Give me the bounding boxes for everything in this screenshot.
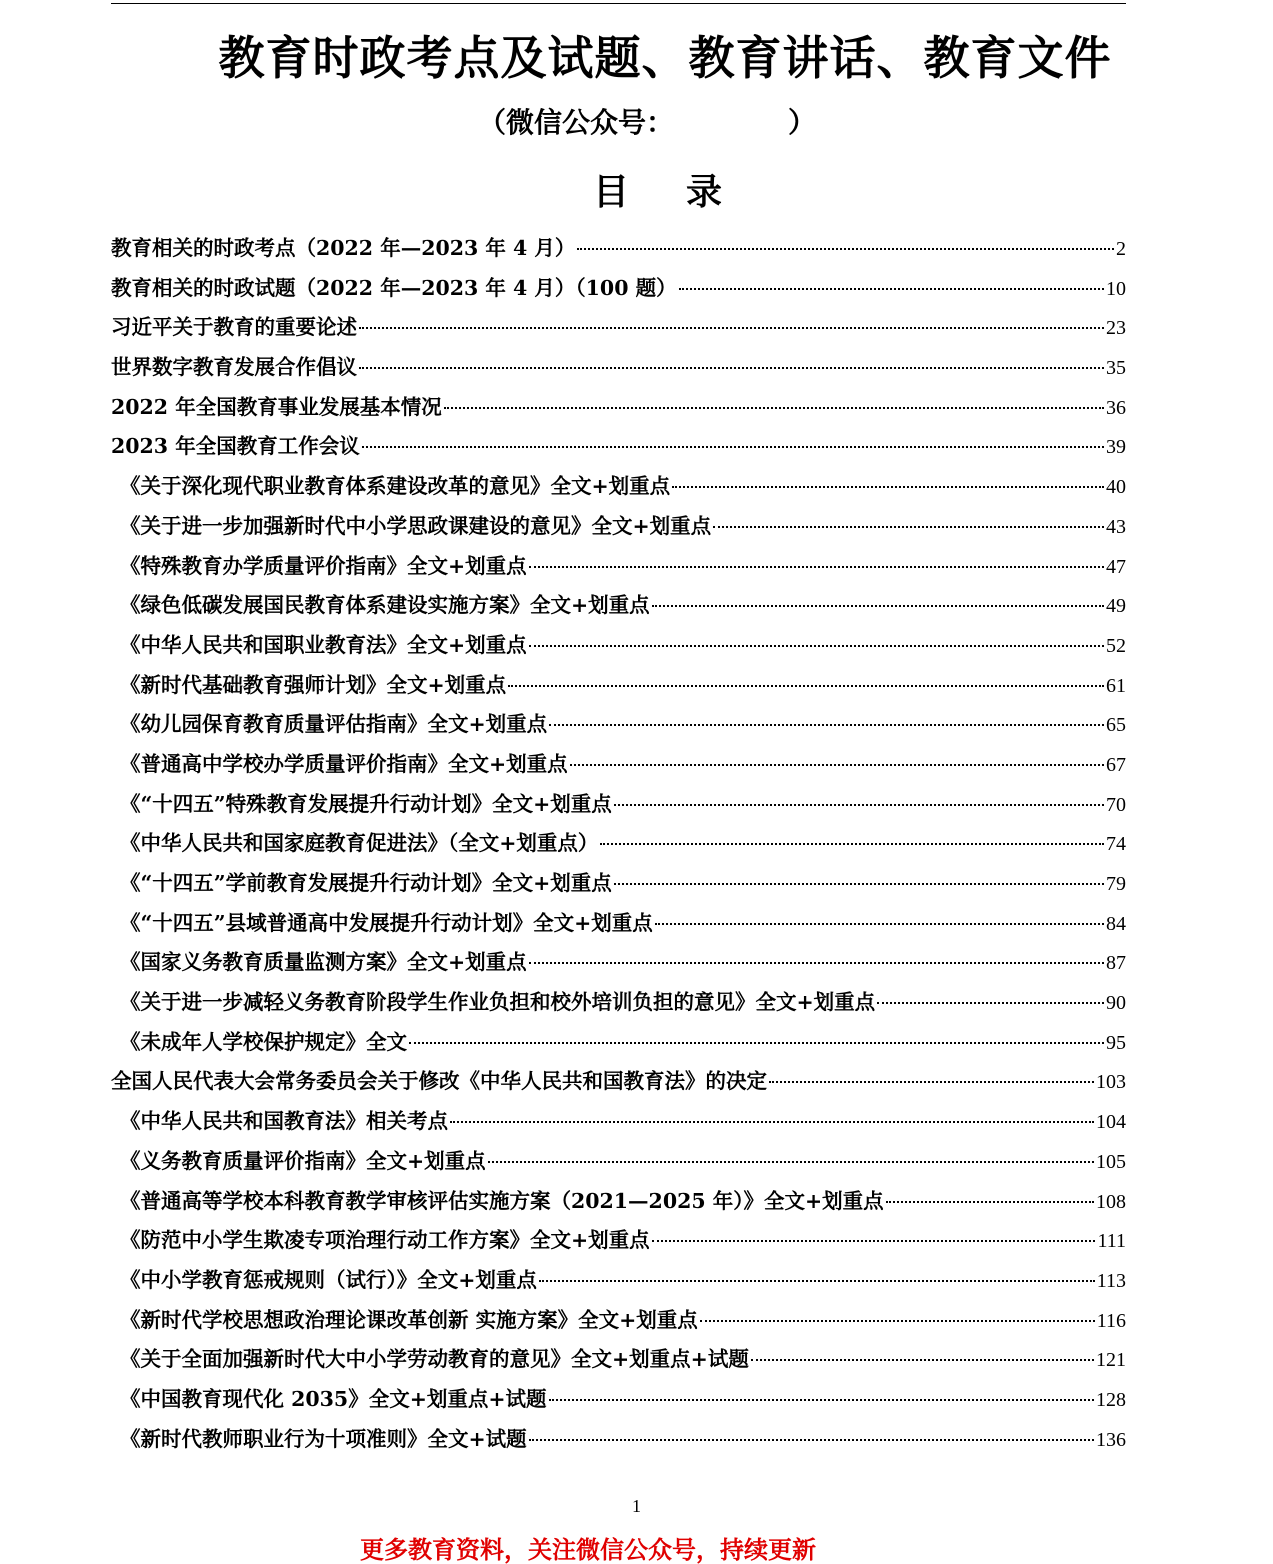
toc-entry-title: 《新时代学校思想政治理论课改革创新 实施方案》全文+划重点 (120, 1307, 698, 1332)
toc-entry-title: 《中国教育现代化 2035》全文+划重点+试题 (120, 1386, 547, 1411)
toc-entry-page: 52 (1106, 634, 1126, 657)
toc-entry-page: 65 (1106, 714, 1126, 737)
toc-dot-leader (359, 326, 1104, 329)
toc-entry[interactable] (111, 1142, 1126, 1182)
subtitle-open-text: （微信公众号： (478, 106, 675, 139)
page-number: 1 (632, 1496, 641, 1516)
toc-entry-page: 105 (1096, 1150, 1126, 1173)
toc-dot-leader (751, 1358, 1094, 1361)
toc-dot-leader (444, 406, 1104, 409)
footer-banner (360, 1535, 840, 1564)
footer-banner-text: 更多教育资料，关注微信公众号，持续更新 (360, 1535, 816, 1564)
toc-entry[interactable] (111, 1301, 1126, 1341)
toc-dot-leader (652, 604, 1104, 607)
toc-dot-leader (614, 882, 1104, 885)
toc-entry-title: 2023 年全国教育工作会议 (111, 434, 360, 459)
toc-entry-title: 《幼儿园保育教育质量评估指南》全文+划重点 (120, 712, 548, 737)
toc-entry-title: 习近平关于教育的重要论述 (111, 315, 357, 340)
toc-heading-char-2: 录 (686, 171, 723, 213)
toc-dot-leader (529, 961, 1104, 964)
toc-dot-leader (655, 922, 1104, 925)
toc-dot-leader (769, 1080, 1094, 1083)
toc-entry[interactable] (111, 1221, 1126, 1261)
toc-dot-leader (614, 803, 1104, 806)
toc-entry-title: 《关于深化现代职业教育体系建设改革的意见》全文+划重点 (120, 474, 671, 499)
toc-entry[interactable] (111, 705, 1126, 745)
toc-entry[interactable] (111, 308, 1126, 348)
toc-entry-title: 《“十四五”特殊教育发展提升行动计划》全文+划重点 (120, 791, 612, 816)
toc-dot-leader (713, 525, 1104, 528)
toc-entry[interactable] (111, 745, 1126, 785)
toc-dot-leader (359, 366, 1104, 369)
toc-dot-leader (577, 247, 1114, 250)
toc-dot-leader (362, 445, 1104, 448)
subtitle-close-text: ） (788, 106, 817, 139)
toc-entry[interactable] (111, 229, 1126, 269)
toc-dot-leader (488, 1160, 1094, 1163)
toc-entry[interactable] (111, 269, 1126, 309)
toc-dot-leader (409, 1041, 1104, 1044)
toc-dot-leader (529, 644, 1104, 647)
toc-entry-page: 87 (1106, 952, 1126, 975)
toc-entry-page: 61 (1106, 674, 1126, 697)
toc-heading-char-1: 目 (593, 171, 630, 213)
toc-entry[interactable] (111, 547, 1126, 587)
toc-entry[interactable] (111, 348, 1126, 388)
toc-entry[interactable] (111, 507, 1126, 547)
toc-entry-title: 全国人民代表大会常务委员会关于修改《中华人民共和国教育法》的决定 (111, 1069, 767, 1094)
toc-entry[interactable] (111, 904, 1126, 944)
toc-entry-page: 84 (1106, 912, 1126, 935)
toc-entry-title: 《义务教育质量评价指南》全文+划重点 (120, 1148, 486, 1173)
toc-entry-page: 23 (1106, 317, 1126, 340)
toc-entry[interactable] (111, 467, 1126, 507)
toc-entry-page: 113 (1096, 1269, 1126, 1292)
toc-entry-page: 104 (1096, 1111, 1126, 1134)
toc-entry-page: 40 (1106, 476, 1126, 499)
toc-entry-title: 《关于进一步加强新时代中小学思政课建设的意见》全文+划重点 (120, 513, 712, 538)
toc-entry-title: 《中华人民共和国家庭教育促进法》（全文+划重点） (120, 831, 599, 856)
toc-entry-title: 《“十四五”学前教育发展提升行动计划》全文+划重点 (120, 871, 612, 895)
toc-entry-title: 《中华人民共和国教育法》相关考点 (120, 1109, 448, 1134)
toc-entry-title: 《普通高等学校本科教育教学审核评估实施方案（2021—2025 年）》全文+划重点 (120, 1188, 884, 1213)
toc-entry-page: 136 (1096, 1428, 1126, 1451)
toc-entry-title: 《新时代基础教育强师计划》全文+划重点 (120, 672, 507, 697)
toc-dot-leader (549, 723, 1104, 726)
toc-entry[interactable] (111, 983, 1126, 1023)
toc-dot-leader (886, 1200, 1094, 1203)
toc-entry[interactable] (111, 1102, 1126, 1142)
toc-entry-title: 《未成年人学校保护规定》全文 (120, 1029, 407, 1054)
toc-dot-leader (877, 1001, 1104, 1004)
toc-entry[interactable] (111, 1380, 1126, 1420)
toc-entry-page: 2 (1116, 238, 1126, 260)
toc-entry[interactable] (111, 427, 1126, 467)
document-title: 教育时政考点及试题、教育讲话、教育文件 (218, 31, 1112, 85)
toc-entry-page: 103 (1096, 1071, 1126, 1094)
toc-entry[interactable] (111, 785, 1126, 825)
toc-entry[interactable] (111, 586, 1126, 626)
toc-dot-leader (529, 1438, 1094, 1441)
toc-dot-leader (652, 1239, 1096, 1242)
toc-entry[interactable] (111, 943, 1126, 983)
toc-entry[interactable] (111, 1420, 1126, 1460)
toc-heading (593, 169, 723, 215)
toc-entry[interactable] (111, 864, 1126, 904)
toc-entry-title: 《防范中小学生欺凌专项治理行动工作方案》全文+划重点 (120, 1228, 650, 1253)
toc-entry-title: 教育相关的时政试题（2022 年—2023 年 4 月）（100 题） (111, 275, 677, 300)
toc-entry-page: 74 (1106, 833, 1126, 856)
toc-entry[interactable] (111, 1062, 1126, 1102)
toc-entry-title: 《关于全面加强新时代大中小学劳动教育的意见》全文+划重点+试题 (120, 1347, 749, 1372)
toc-entry[interactable] (111, 388, 1126, 428)
toc-dot-leader (508, 684, 1104, 687)
toc-entry-page: 10 (1106, 277, 1126, 300)
toc-entry-title: 世界数字教育发展合作倡议 (111, 355, 357, 380)
toc-entry[interactable] (111, 1261, 1126, 1301)
toc-entry-title: 《绿色低碳发展国民教育体系建设实施方案》全文+划重点 (120, 593, 650, 618)
toc-entry-page: 35 (1106, 357, 1126, 380)
toc-entry-title: 《普通高中学校办学质量评价指南》全文+划重点 (120, 751, 568, 776)
toc-entry-page: 36 (1106, 396, 1126, 419)
toc-entry-page: 49 (1106, 595, 1126, 618)
toc-entry-page: 79 (1106, 873, 1126, 895)
toc-entry[interactable] (111, 666, 1126, 706)
toc-dot-leader (700, 1319, 1095, 1322)
toc-dot-leader (539, 1279, 1095, 1282)
toc-entry-title: 《“十四五”县域普通高中发展提升行动计划》全文+划重点 (120, 910, 653, 935)
toc-entry-page: 121 (1096, 1349, 1126, 1372)
toc-entry-page: 108 (1096, 1190, 1126, 1213)
toc-entry-page: 95 (1106, 1031, 1126, 1054)
toc-entry-page: 70 (1106, 793, 1126, 816)
toc-entry[interactable] (111, 1023, 1126, 1063)
table-of-contents (111, 229, 1126, 1459)
toc-entry-page: 43 (1106, 515, 1126, 538)
document-subtitle (478, 105, 817, 141)
toc-entry-page: 47 (1106, 555, 1126, 578)
toc-dot-leader (450, 1120, 1094, 1123)
toc-entry-title: 《特殊教育办学质量评价指南》全文+划重点 (120, 553, 527, 578)
toc-entry[interactable] (111, 626, 1126, 666)
toc-entry-title: 《中华人民共和国职业教育法》全文+划重点 (120, 632, 527, 657)
toc-entry-title: 《关于进一步减轻义务教育阶段学生作业负担和校外培训负担的意见》全文+划重点 (120, 990, 876, 1015)
toc-entry[interactable] (111, 1182, 1126, 1222)
toc-dot-leader (529, 565, 1104, 568)
toc-dot-leader (570, 763, 1104, 766)
toc-entry-title: 《国家义务教育质量监测方案》全文+划重点 (120, 950, 527, 975)
toc-entry-page: 67 (1106, 753, 1126, 776)
toc-entry-page: 90 (1106, 992, 1126, 1015)
toc-dot-leader (679, 287, 1104, 290)
toc-entry[interactable] (111, 1340, 1126, 1380)
toc-dot-leader (672, 485, 1104, 488)
toc-entry-title: 2022 年全国教育事业发展基本情况 (111, 394, 442, 419)
toc-entry-title: 《中小学教育惩戒规则（试行）》全文+划重点 (120, 1267, 537, 1292)
toc-entry-title: 《新时代教师职业行为十项准则》全文+试题 (120, 1426, 527, 1451)
toc-entry-page: 111 (1097, 1230, 1126, 1253)
toc-entry-page: 39 (1106, 436, 1126, 459)
toc-dot-leader (549, 1398, 1094, 1401)
toc-entry-page: 116 (1096, 1309, 1126, 1332)
toc-dot-leader (600, 842, 1104, 845)
toc-entry-title: 教育相关的时政考点（2022 年—2023 年 4 月） (111, 236, 576, 260)
top-rule (111, 3, 1126, 4)
toc-entry[interactable] (111, 824, 1126, 864)
toc-entry-page: 128 (1096, 1388, 1126, 1411)
